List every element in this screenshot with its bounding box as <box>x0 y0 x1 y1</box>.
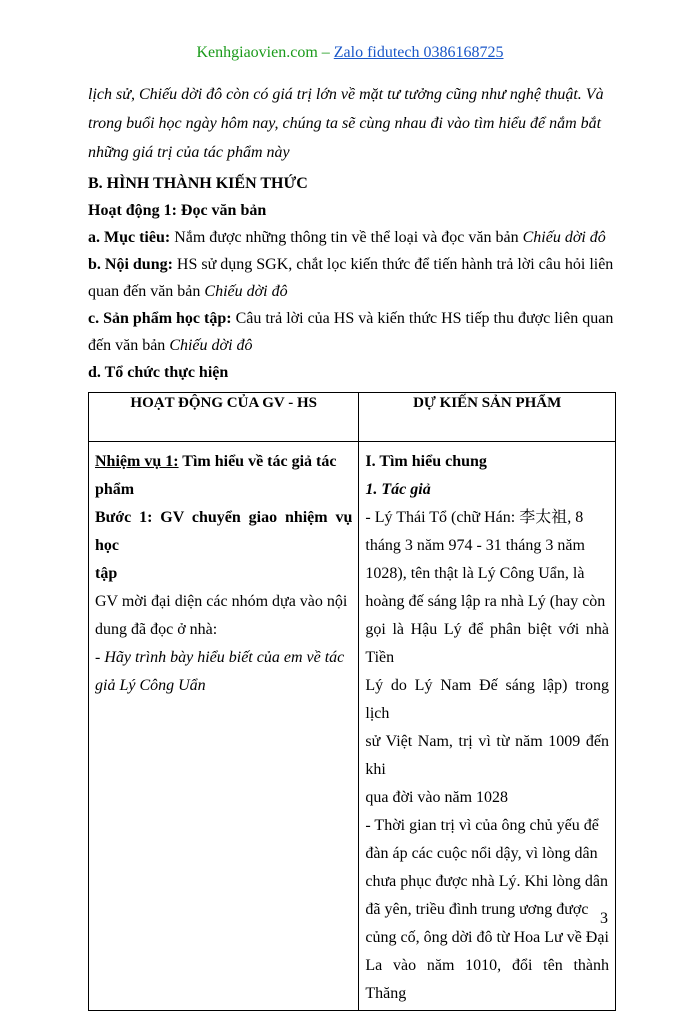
contact-link[interactable]: Zalo fidutech 0386168725 <box>333 44 504 61</box>
objective-title: Chiếu dời đô <box>522 229 606 246</box>
intro-line: những giá trị của tác phẩm này <box>88 144 290 161</box>
right-line: hoàng đế sáng lập ra nhà Lý (hay còn <box>365 593 606 610</box>
page-number: 3 <box>600 910 608 927</box>
task-line <box>95 448 352 476</box>
activity-title: Hoạt động 1: Đọc văn bản <box>88 202 267 219</box>
product-text: Câu trả lời của HS và kiến thức HS tiếp thu được liên quan <box>231 310 614 327</box>
product-line <box>88 332 616 359</box>
site-name: Kenhgiaovien.com <box>196 44 318 61</box>
step-line: tập <box>95 565 118 582</box>
right-line: đàn áp các cuộc nổi dậy, vì lòng dân <box>365 845 598 862</box>
product-label: c. Sản phẩm học tập: <box>88 310 232 327</box>
right-line: sử Việt Nam, trị vì từ năm 1009 đến khi <box>365 733 609 778</box>
task-line: phẩm <box>95 481 135 498</box>
task-label: Nhiệm vụ 1: <box>95 453 179 470</box>
product-title: Chiếu dời đô <box>169 337 253 354</box>
col-header-left: HOẠT ĐỘNG CỦA GV - HS <box>89 393 359 442</box>
left-cell <box>89 442 359 1011</box>
organize-title: d. Tổ chức thực hiện <box>88 364 229 381</box>
gv-line: GV mời đại diện các nhóm dựa vào nội <box>95 593 348 610</box>
task-text: Tìm hiểu về tác giả tác <box>178 453 337 470</box>
header-separator: – <box>317 44 334 61</box>
right-subheading: 1. Tác giả <box>365 481 431 498</box>
right-heading: I. Tìm hiểu chung <box>365 453 487 470</box>
section-title: B. HÌNH THÀNH KIẾN THỨC <box>88 175 308 192</box>
right-line: chưa phục được nhà Lý. Khi lòng dân <box>365 873 609 890</box>
question-line: - Hãy trình bày hiểu biết của em về tác <box>95 649 345 666</box>
col-header-right: DỰ KIẾN SẢN PHẨM <box>359 393 616 442</box>
gv-line: dung đã đọc ở nhà: <box>95 621 218 638</box>
right-line: Lý do Lý Nam Đế sáng lập) trong lịch <box>365 677 609 722</box>
document-body <box>88 80 616 386</box>
content-line <box>88 251 616 278</box>
page-header <box>0 44 700 62</box>
content-label: b. Nội dung: <box>88 256 173 273</box>
product-line <box>88 305 616 332</box>
product-text: đến văn bản <box>88 337 170 354</box>
content-text: HS sử dụng SGK, chắt lọc kiến thức để tiến hành trả lời câu hỏi liên <box>172 256 614 273</box>
intro-line: trong buổi học ngày hôm nay, chúng ta sẽ cùng nhau đi vào tìm hiểu để nắm bắt <box>88 115 602 132</box>
content-line <box>88 278 616 305</box>
objective-label: a. Mục tiêu: <box>88 229 171 246</box>
activity-table <box>88 392 616 1011</box>
right-cell <box>359 442 616 1011</box>
objective-text: Nắm được những thông tin về thể loại và đọc văn bản <box>170 229 523 246</box>
right-line: La vào năm 1010, đổi tên thành Thăng <box>365 957 609 1002</box>
step-line: Bước 1: GV chuyển giao nhiệm vụ học <box>95 509 353 554</box>
right-line: củng cố, ông dời đô từ Hoa Lư về Đại <box>365 929 609 946</box>
right-line: - Lý Thái Tổ (chữ Hán: 李太祖, 8 <box>365 509 584 526</box>
table-row <box>89 442 616 1011</box>
content-title: Chiếu dời đô <box>204 283 288 300</box>
objective <box>88 224 616 251</box>
right-line: đã yên, triều đình trung ương được <box>365 901 589 918</box>
table-header-row <box>89 393 616 442</box>
right-line: tháng 3 năm 974 - 31 tháng 3 năm <box>365 537 585 554</box>
right-line: 1028), tên thật là Lý Công Uẩn, là <box>365 565 585 582</box>
intro-line: lịch sử, Chiếu dời đô còn có giá trị lớn về mặt tư tưởng cũng như nghệ thuật. Và <box>88 86 604 103</box>
question-line: giả Lý Công Uẩn <box>95 677 206 694</box>
right-line: gọi là Hậu Lý để phân biệt với nhà Tiền <box>365 621 609 666</box>
content-text: quan đến văn bản <box>88 283 205 300</box>
right-line: qua đời vào năm 1028 <box>365 789 509 806</box>
right-line: - Thời gian trị vì của ông chủ yếu để <box>365 817 599 834</box>
